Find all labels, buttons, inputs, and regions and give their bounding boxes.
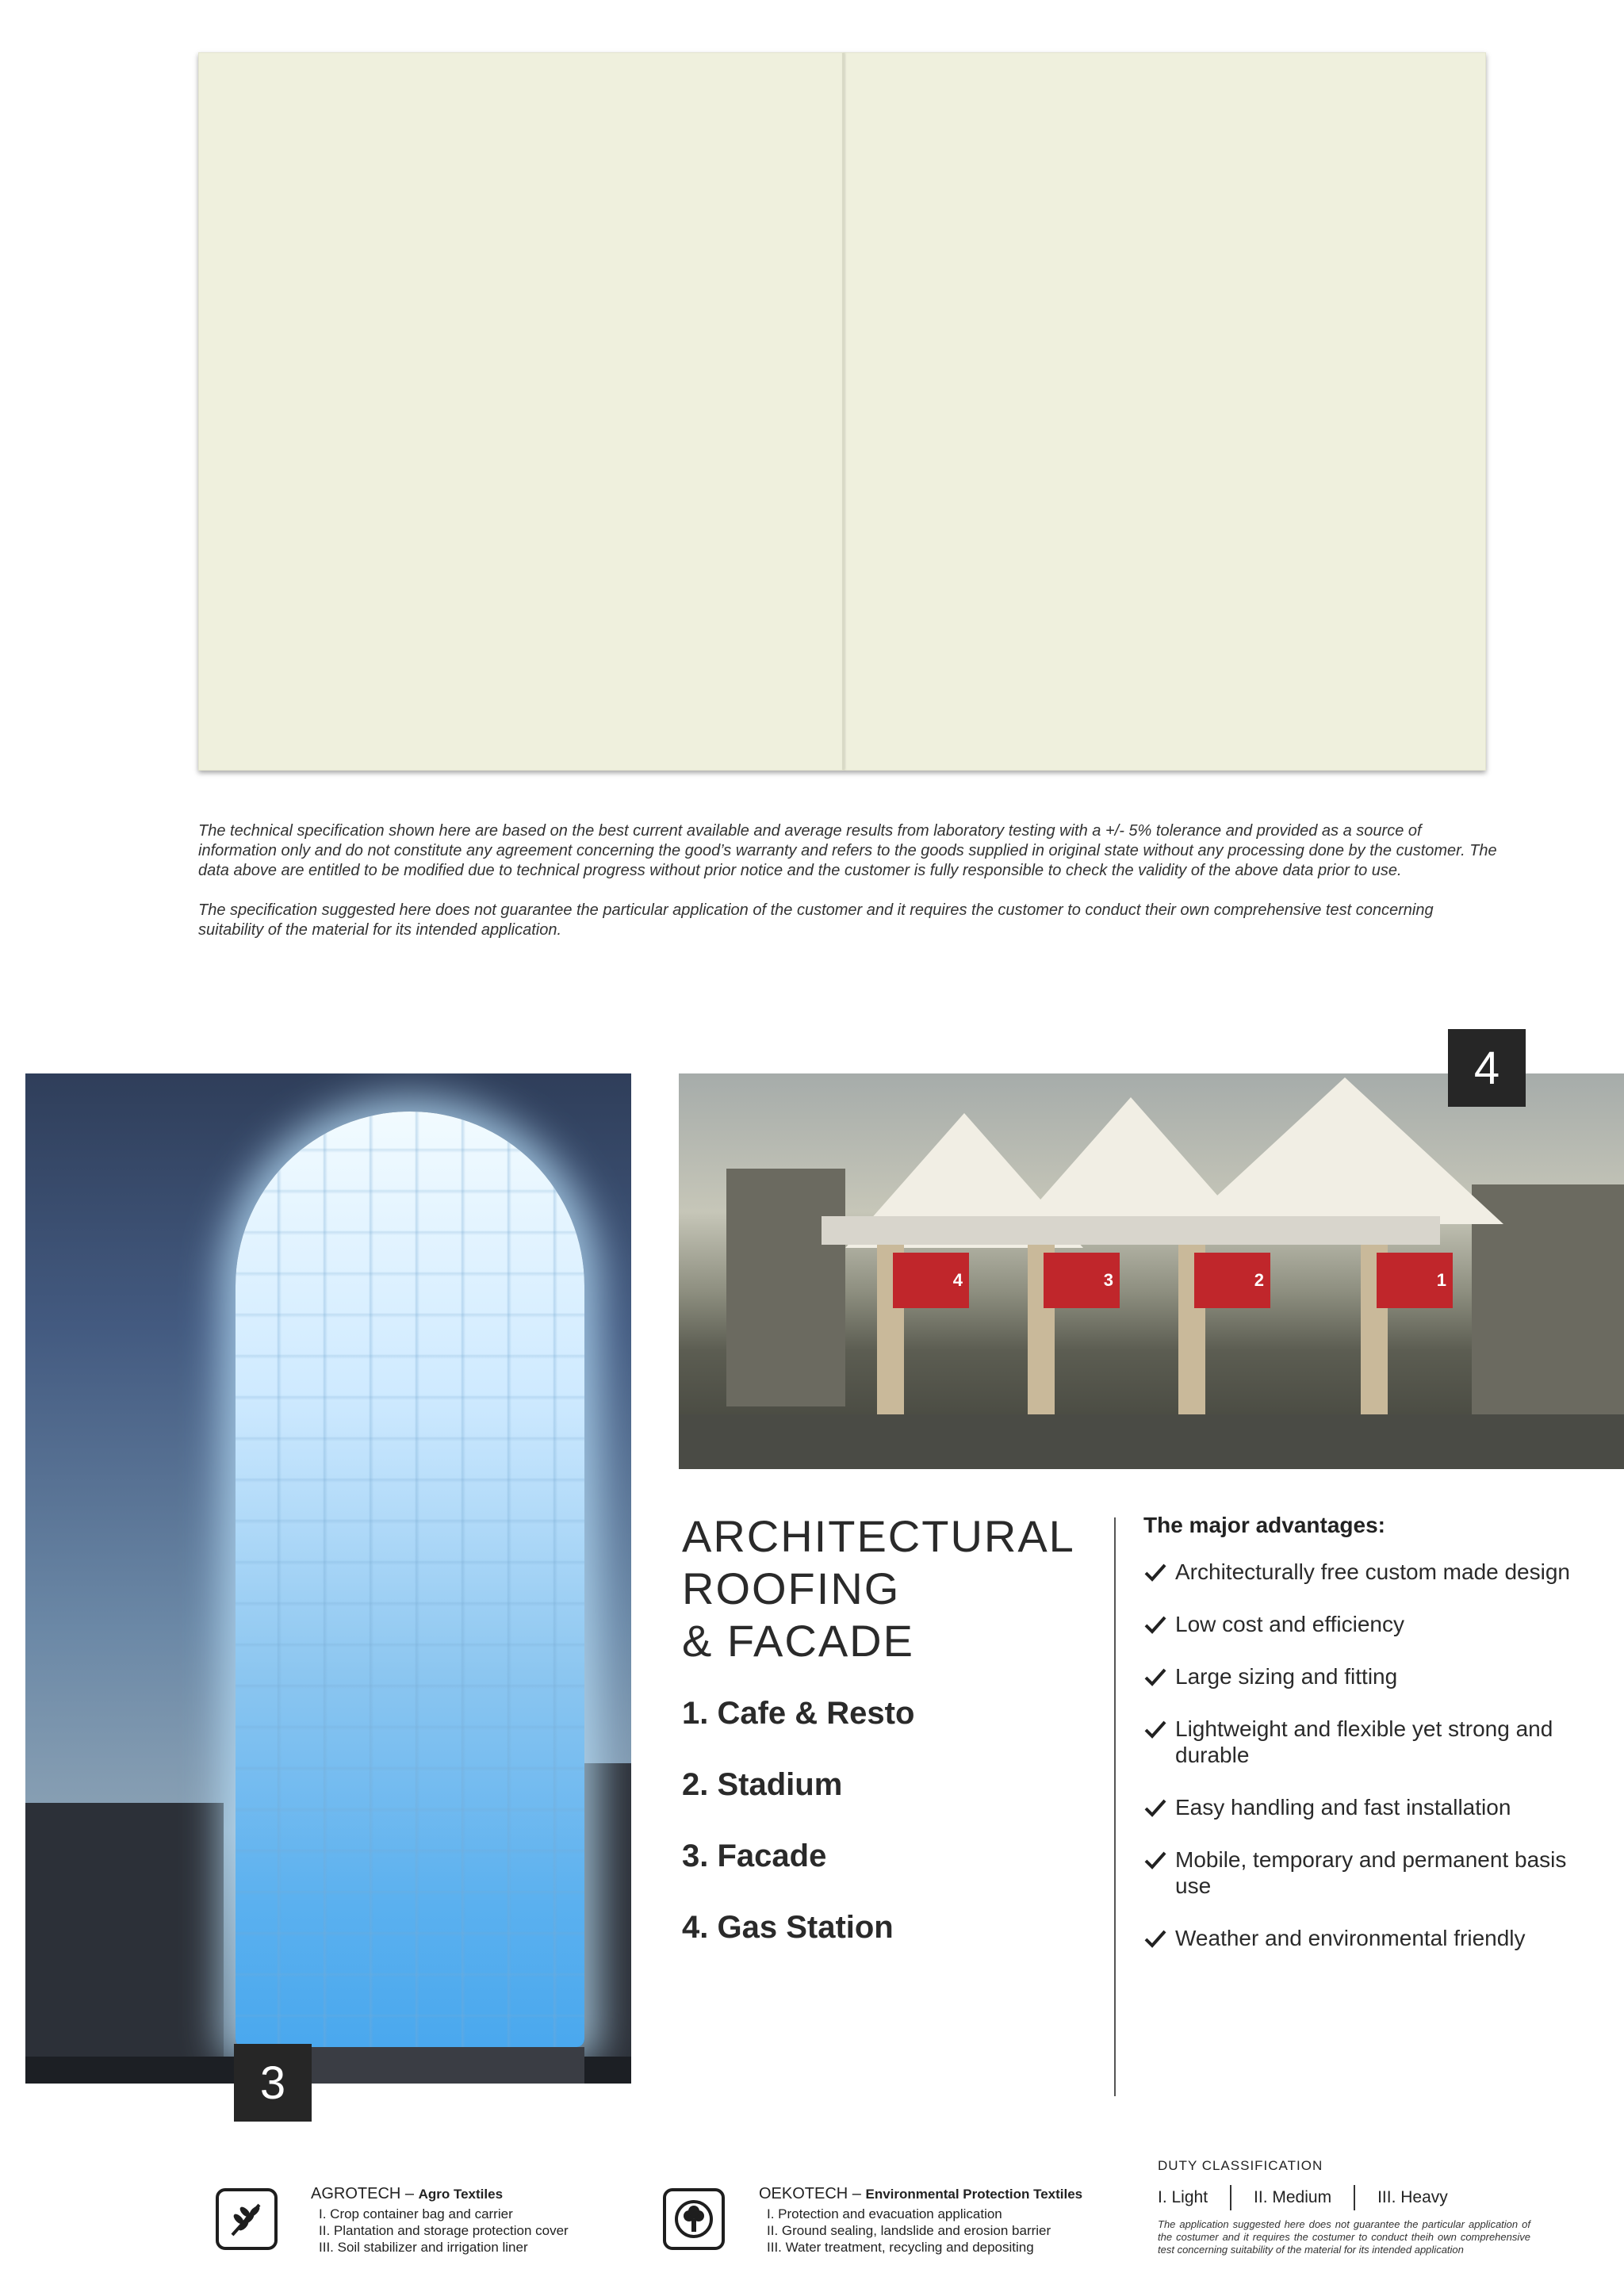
agrotech-item: III. Soil stabilizer and irrigation liner — [319, 2240, 528, 2255]
oekotech-subtitle: Environmental Protection Textiles — [865, 2187, 1083, 2202]
advantage-item — [1143, 1559, 1588, 1585]
section-heading — [682, 1510, 1075, 1667]
advantages-title: The major advantages: — [1143, 1513, 1385, 1537]
technical-disclaimer — [198, 821, 1499, 960]
checkmark-icon — [1143, 1562, 1167, 1582]
duty-level-medium: II. Medium — [1230, 2185, 1354, 2210]
checkmark-icon — [1143, 1797, 1167, 1818]
duty-classification — [1158, 2158, 1530, 2256]
duty-title: DUTY CLASSIFICATION — [1158, 2158, 1323, 2173]
oekotech-name: OEKOTECH – — [759, 2185, 861, 2202]
pump-sign: 4 — [893, 1253, 969, 1308]
advantage-item — [1143, 1925, 1588, 1951]
pump-sign: 3 — [1044, 1253, 1120, 1308]
agrotech-name: AGROTECH – — [311, 2185, 415, 2202]
advantages-list — [1143, 1513, 1588, 1977]
column-divider — [1114, 1517, 1116, 2096]
canopy-frame — [822, 1216, 1440, 1245]
oekotech-item: I. Protection and evacuation application — [767, 2206, 1002, 2221]
advantage-text: Low cost and efficiency — [1175, 1612, 1404, 1636]
oekotech-item: II. Ground sealing, landslide and erosion barrier — [767, 2223, 1051, 2238]
duty-levels — [1158, 2185, 1530, 2210]
checkmark-icon — [1143, 1614, 1167, 1635]
heading-line: & FACADE — [682, 1616, 914, 1666]
pump-sign: 2 — [1194, 1253, 1270, 1308]
duty-level-heavy: III. Heavy — [1354, 2185, 1470, 2210]
fabric-sample — [198, 52, 1486, 771]
sample-fold-line — [842, 53, 845, 770]
checkmark-icon — [1143, 1667, 1167, 1687]
advantage-item — [1143, 1794, 1588, 1820]
oekotech-title — [759, 2186, 1082, 2202]
checkmark-icon — [1143, 1928, 1167, 1949]
membrane-tower — [236, 1112, 584, 2047]
disclaimer-paragraph-2: The specification suggested here does not guarantee the particular application of the customer and it requires the customer to conduct their own comprehensive test concerning suitability of the material for its intended application. — [198, 901, 1434, 939]
advantage-text: Mobile, temporary and permanent basis use — [1175, 1847, 1567, 1898]
advantage-item — [1143, 1611, 1588, 1637]
application-list — [682, 1697, 914, 1982]
advantage-text: Architecturally free custom made design — [1175, 1559, 1570, 1584]
agrotech-title — [311, 2186, 569, 2202]
agrotech-subtitle: Agro Textiles — [418, 2187, 504, 2202]
application-item: 2. Stadium — [682, 1767, 843, 1802]
oekotech-block — [759, 2186, 1082, 2256]
checkmark-icon — [1143, 1850, 1167, 1870]
advantage-text: Weather and environmental friendly — [1175, 1926, 1526, 1950]
checkmark-icon — [1143, 1719, 1167, 1739]
application-item: 3. Facade — [682, 1839, 827, 1873]
oekotech-item: III. Water treatment, recycling and depositing — [767, 2240, 1034, 2255]
tree-icon — [663, 2188, 725, 2250]
gas-station-photo — [679, 1073, 1624, 1469]
advantage-item — [1143, 1716, 1588, 1768]
advantage-text: Large sizing and fitting — [1175, 1664, 1398, 1689]
advantage-item — [1143, 1846, 1588, 1899]
advantage-text: Lightweight and flexible yet strong and durable — [1175, 1716, 1553, 1767]
agrotech-item: I. Crop container bag and carrier — [319, 2206, 513, 2221]
background-building-left — [726, 1169, 845, 1406]
page-number-badge-3: 3 — [234, 2044, 312, 2122]
advantage-text: Easy handling and fast installation — [1175, 1795, 1511, 1820]
agrotech-block — [311, 2186, 569, 2256]
illuminated-tower-photo — [25, 1073, 631, 2084]
application-item: 4. Gas Station — [682, 1910, 894, 1945]
advantage-item — [1143, 1663, 1588, 1689]
left-building — [25, 1803, 224, 2084]
forecourt — [679, 1414, 1624, 1469]
heading-line: ROOFING — [682, 1563, 901, 1613]
disclaimer-paragraph-1: The technical specification shown here are based on the best current available and average results from laboratory testing with a +/- 5% tolerance and provided as a source of information only and do not constitute any agreement concerning the good’s warranty and refers to the goods supplied in original state without any processing done by the customer. The data above are entitled to be modified due to technical progress without prior notice and the customer is fully responsible to check the validity of the above data prior to use. — [198, 822, 1497, 879]
application-item: 1. Cafe & Resto — [682, 1696, 915, 1731]
wheat-icon — [216, 2188, 278, 2250]
agrotech-item: II. Plantation and storage protection cover — [319, 2223, 569, 2238]
pump-sign: 1 — [1377, 1253, 1453, 1308]
duty-note: The application suggested here does not guarantee the particular application of the costumer and it requires the costumer to conduct theih own comprehensive test concerning suitability of the material for its intended application — [1158, 2218, 1530, 2256]
duty-level-light: I. Light — [1158, 2188, 1208, 2206]
page-number-badge-4: 4 — [1448, 1029, 1526, 1107]
heading-line: ARCHITECTURAL — [682, 1511, 1075, 1561]
